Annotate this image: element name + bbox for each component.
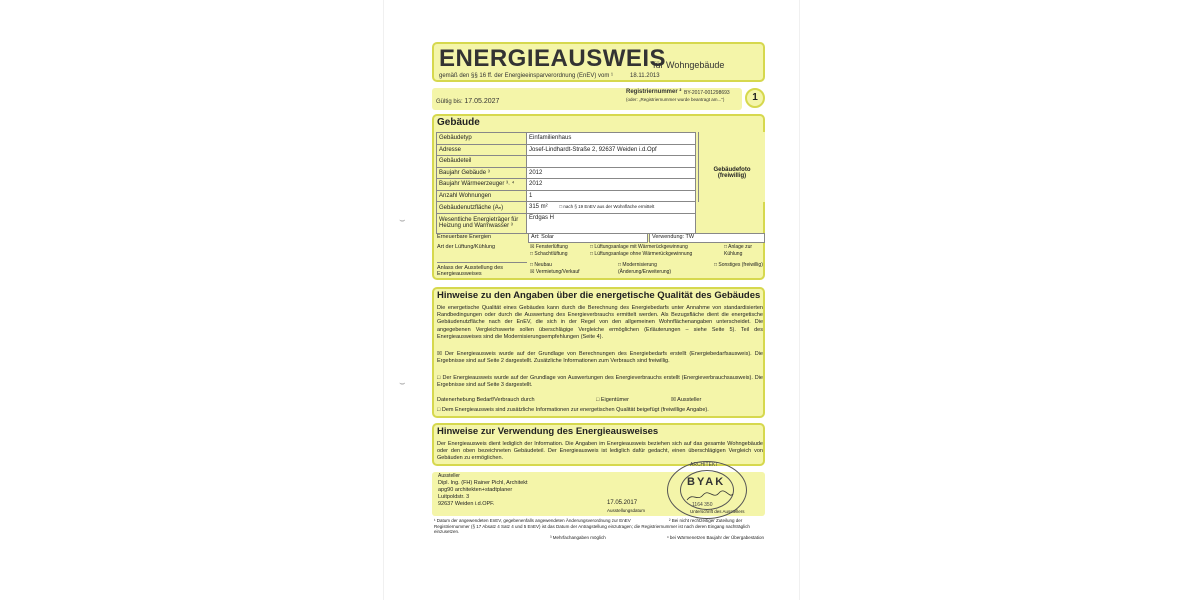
row-value: Erdgas H	[527, 213, 696, 233]
row-label: Wesentliche Energieträger für Heizung und Warmwasser ³	[437, 213, 527, 233]
occasion-label: Anlass der Ausstellung des Energieausweises	[437, 262, 527, 277]
valid-until: Gültig bis: 17.05.2027	[436, 98, 500, 105]
usage-text: Der Energieausweis dient lediglich der Information. Die Angaben im Energieausweis beziehen sich auf das gesamte Wohngebäude oder den oben bezeichneten Gebäudeteil. Der Energieausweis ist lediglich dafür gedacht, einen überschlägigen Vergleich von Gebäuden zu ermöglichen.	[437, 441, 763, 462]
footnote-2: ² Bei nicht rechtzeitiger Zuteilung der	[669, 518, 743, 523]
issuer-line: Dipl. Ing. (FH) Rainer Pichl, Architekt	[438, 480, 528, 486]
validity-bar	[432, 88, 742, 110]
registration-label: Registriernummer ²	[626, 89, 682, 95]
page-number-badge: 1	[745, 88, 765, 108]
row-value: 2012	[527, 167, 696, 179]
issuer-line: apg90 architekten+stadtplaner	[438, 487, 513, 493]
punch-hole-mark: ⌣	[399, 378, 406, 389]
quality-section-title: Hinweise zu den Angaben über die energetische Qualität des Gebäudes	[437, 290, 761, 301]
issuer-line: 92637 Weiden i.d.OPF.	[438, 501, 495, 507]
quality-option-consumption: □ Der Energieausweis wurde auf der Grundlage von Auswertungen des Energieverbrauchs erstellt (Energieverbrauchsausweis). Die Ergebnisse sind auf Seite 3 dargestellt.	[437, 375, 763, 389]
table-row	[437, 144, 696, 156]
punch-hole-mark: ⌣	[399, 215, 406, 226]
photo-label: Gebäudefoto	[713, 167, 751, 173]
data-collection-label: Datenerhebung Bedarf/Verbrauch durch	[437, 397, 535, 403]
law-reference: gemäß den §§ 16 ff. der Energieeinsparverordnung (EnEV) vom ¹	[439, 73, 613, 79]
row-value: Josef-Lindhardt-Straße 2, 92637 Weiden i.d.Opf	[527, 144, 696, 156]
row-label: Baujahr Wärmeerzeuger ³˒ ⁴	[437, 179, 527, 191]
registration-number: BY-2017-001298693	[684, 90, 730, 96]
row-label: Baujahr Gebäude ³	[437, 167, 527, 179]
footnote-1b: Registriernummer (§ 17 Absatz 4 Satz 4 und 5 EnEV) ist das Datum der Antragstellung einzutragen; die Registriernummer ist nach deren Eingang nachträglich einzusetzen.	[434, 523, 750, 534]
signature-label: Unterschrift des Ausstellers	[690, 509, 745, 514]
row-value: 2012	[527, 179, 696, 191]
building-section	[432, 114, 765, 280]
ventilation-window: ☒ Fensterlüftung	[530, 244, 568, 250]
table-row	[437, 190, 696, 202]
renewable-label: Erneuerbare Energien	[437, 233, 527, 243]
quality-option-demand: ☒ Der Energieausweis wurde auf der Grundlage von Berechnungen des Energiebedarfs erstellt (Energiebedarfsausweis). Die Ergebnisse sind auf Seite 2 dargestellt. Zusätzliche Informationen zum Verbrauch sind freiwillig.	[437, 351, 763, 365]
row-value: Einfamilienhaus	[527, 133, 696, 145]
data-collection-issuer: ☒ Aussteller	[671, 397, 702, 403]
footnote-1: ¹ Datum der angewendeten EnEV, gegebenenfalls angewendeten Änderungsverordnung zur EnEV	[434, 518, 631, 523]
table-row	[437, 202, 696, 214]
row-label: Adresse	[437, 144, 527, 156]
law-date: 18.11.2013	[630, 73, 660, 79]
row-label: Gebäudeteil	[437, 156, 527, 168]
document-title: ENERGIEAUSWEIS	[439, 45, 667, 72]
stamp-logo-icon: BYAK	[687, 476, 726, 488]
usage-section	[432, 423, 765, 466]
occasion-modernisation: □ Modernisierung (Änderung/Erweiterung)	[618, 262, 672, 275]
table-row	[437, 179, 696, 191]
renewable-usage: Verwendung: TW	[649, 233, 765, 243]
issue-date-label: Ausstellungsdatum	[607, 508, 646, 513]
occasion-rent-sale: ☒ Vermietung/Verkauf	[530, 269, 580, 275]
ventilation-shaft: □ Schachtlüftung	[530, 251, 568, 257]
building-section-title: Gebäude	[437, 117, 480, 128]
quality-section	[432, 287, 765, 418]
registration-note: (oder: „Registriernummer wurde beantragt am...")	[626, 97, 725, 102]
header-box	[432, 42, 765, 82]
footnote-3: ³ Mehrfachangaben möglich	[550, 534, 606, 540]
footnotes	[434, 518, 764, 540]
table-row	[437, 156, 696, 168]
signature-icon	[685, 490, 735, 504]
footnote-4: ⁴ bei Wärmenetzen Baujahr der Übergabestation	[666, 534, 764, 540]
building-table	[436, 132, 696, 234]
ventilation-no-recovery: □ Lüftungsanlage ohne Wärmerückgewinnung	[590, 251, 693, 257]
stamp-number: 1164 350	[692, 502, 713, 508]
usage-section-title: Hinweise zur Verwendung des Energieausweises	[437, 426, 659, 437]
quality-extra-info: □ Dem Energieausweis sind zusätzliche Informationen zur energetischen Qualität beigefügt (freiwillige Angabe).	[437, 407, 709, 413]
row-value: 1	[527, 190, 696, 202]
issuer-line: Luitpoldstr. 3	[438, 494, 470, 500]
ventilation-heat-recovery: □ Lüftungsanlage mit Wärmerückgewinnung	[590, 244, 688, 250]
quality-intro: Die energetische Qualität eines Gebäudes kann durch die Berechnung des Energiebedarfs unter Annahme von standardisierten Randbedingungen oder durch die Auswertung des Energieverbrauchs ermittelt werden. Als Bezugsfläche dient die energetische Gebäudenutzfläche nach der EnEV, die sich in der Regel von den allgemeinen Wohnflächenangaben unterscheidet. Die angegebenen Vergleichswerte sollen überschlägige Vergleiche ermöglichen (Erläuterungen – siehe Seite 5). Teil des Energieausweises sind die Modernisierungsempfehlungen (Seite 4).	[437, 305, 763, 340]
ventilation-cooling: □ Anlage zur Kühlung	[724, 244, 753, 257]
row-value	[527, 156, 696, 168]
renewable-type: Art: Solar	[528, 233, 648, 243]
issuer-label: Aussteller	[438, 473, 460, 479]
row-value: 315 m² □ nach § 19 EnEV aus der Wohnfläche ermittelt	[527, 202, 696, 214]
table-row	[437, 213, 696, 233]
data-collection-owner: □ Eigentümer	[596, 397, 629, 403]
table-row	[437, 167, 696, 179]
building-photo-placeholder	[698, 132, 765, 202]
photo-sub: (freiwillig)	[717, 173, 747, 179]
ventilation-label: Art der Lüftung/Kühlung	[437, 244, 496, 250]
row-label: Anzahl Wohnungen	[437, 190, 527, 202]
table-row	[437, 133, 696, 145]
document-subtitle: für Wohngebäude	[653, 60, 725, 70]
issue-date: 17.05.2017	[607, 500, 638, 506]
stamp-text: ARCHITEKT	[690, 462, 719, 468]
occasion-new: □ Neubau	[530, 262, 552, 268]
row-label: Gebäudetyp	[437, 133, 527, 145]
row-label: Gebäudenutzfläche (Aₙ)	[437, 202, 527, 214]
area-note: □ nach § 19 EnEV aus der Wohnfläche ermittelt	[559, 204, 655, 210]
occasion-other: □ Sonstiges (freiwillig)	[714, 262, 763, 268]
